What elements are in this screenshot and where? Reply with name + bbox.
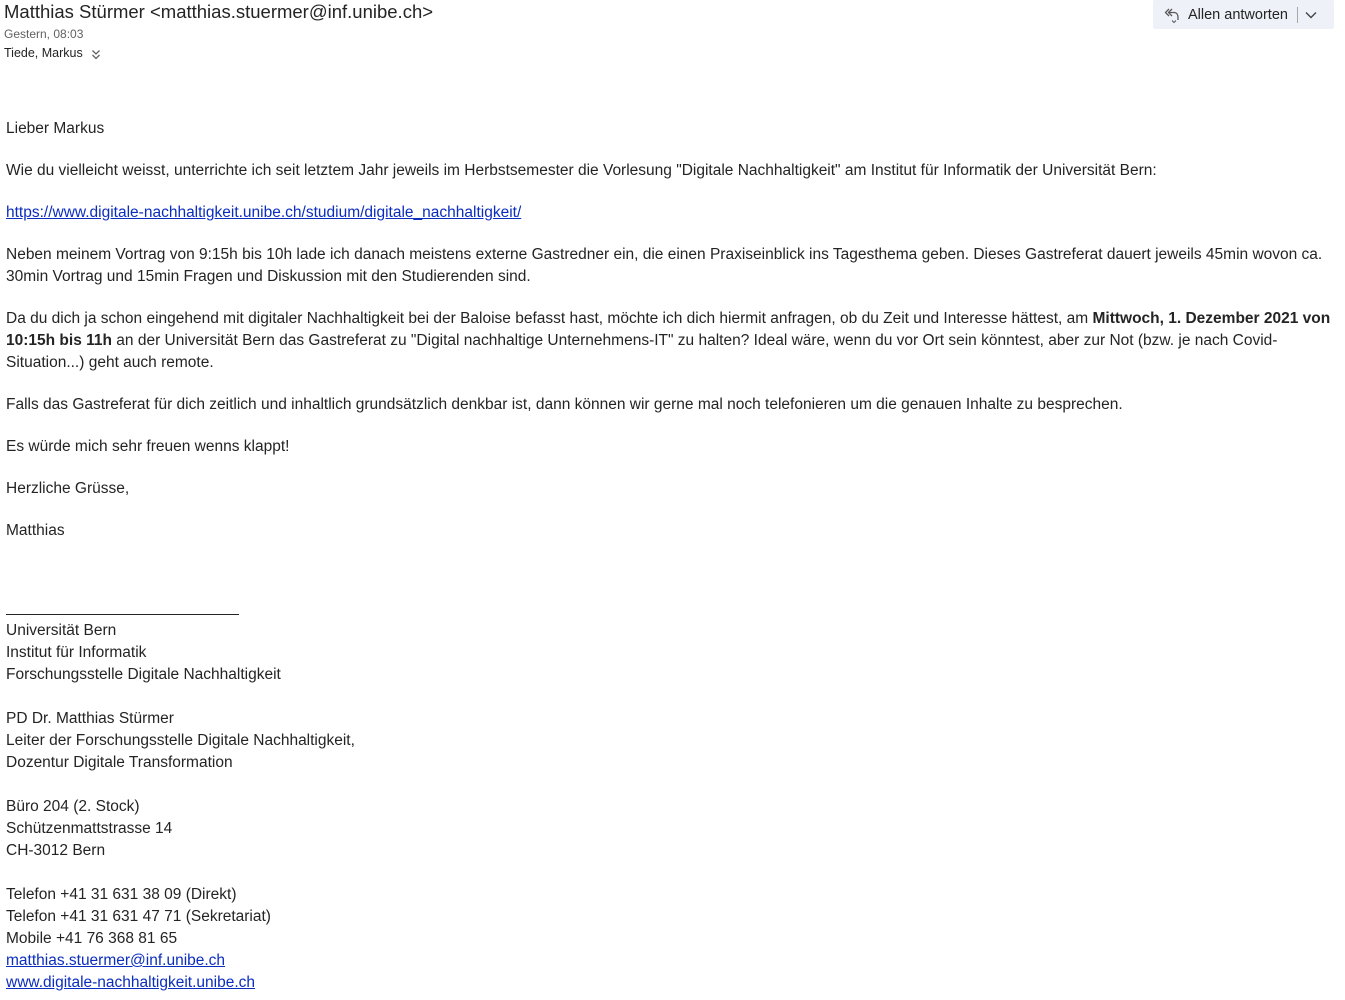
- signature-line: Telefon +41 31 631 47 71 (Sekretariat): [6, 908, 271, 925]
- signature-line: Dozentur Digitale Transformation: [6, 754, 233, 771]
- signature-website-row: [6, 972, 1336, 994]
- signature-line: CH-3012 Bern: [6, 842, 106, 859]
- greeting: Lieber Markus: [6, 120, 105, 137]
- reply-all-label: Allen antworten: [1188, 6, 1288, 23]
- signoff-name: Matthias: [6, 522, 65, 539]
- course-link[interactable]: https://www.digitale-nachhaltigkeit.unibe.ch/studium/digitale_nachhaltigkeit/: [6, 204, 522, 221]
- signature-line: Büro 204 (2. Stock): [6, 798, 140, 815]
- sender-name[interactable]: Matthias Stürmer <matthias.stuermer@inf.unibe.ch>: [4, 1, 434, 22]
- signature-line: Schützenmattstrasse 14: [6, 820, 173, 837]
- spacer: [6, 862, 1336, 884]
- signature-line: Universität Bern: [6, 622, 117, 639]
- body-paragraph: Wie du vielleicht weisst, unterrichte ich seit letztem Jahr jeweils im Herbstsemester die Vorlesung "Digitale Nachhaltigkeit" am Institut für Informatik der Universität Bern:: [6, 162, 1157, 179]
- signature-divider: [6, 606, 239, 615]
- signature-line: Institut für Informatik: [6, 644, 147, 661]
- signature-website-link[interactable]: www.digitale-nachhaltigkeit.unibe.ch: [6, 974, 256, 991]
- signature-line: Telefon +41 31 631 38 09 (Direkt): [6, 886, 237, 903]
- signature: [6, 620, 1336, 994]
- message-date: Gestern, 08:03: [4, 27, 84, 41]
- course-link-paragraph: [6, 202, 1336, 224]
- body-paragraph: Falls das Gastreferat für dich zeitlich und inhaltlich grundsätzlich denkbar ist, dann können wir gerne mal noch telefonieren um die genauen Inhalte zu besprechen.: [6, 396, 1123, 413]
- text-span: an der Universität Bern das Gastreferat zu "Digital nachhaltige Unternehmens-IT" zu halten? Ideal wäre, wenn du vor Ort sein könntest, aber zur Not (bzw. je nach Covid-Situation...) geht auch remote.: [6, 332, 1278, 371]
- recipients-line[interactable]: [4, 46, 102, 60]
- chevron-down-icon[interactable]: [1304, 8, 1318, 22]
- spacer: [6, 686, 1336, 708]
- signature-line: Leiter der Forschungsstelle Digitale Nachhaltigkeit,: [6, 732, 355, 749]
- body-paragraph: [6, 308, 1336, 374]
- closing: Herzliche Grüsse,: [6, 480, 130, 497]
- body-paragraph: Es würde mich sehr freuen wenns klappt!: [6, 438, 290, 455]
- button-divider: [1297, 7, 1298, 23]
- spacer: [6, 774, 1336, 796]
- signature-line: PD Dr. Matthias Stürmer: [6, 710, 174, 727]
- reply-all-button[interactable]: [1153, 0, 1334, 29]
- signature-email-row: [6, 950, 1336, 972]
- body-paragraph: Neben meinem Vortrag von 9:15h bis 10h lade ich danach meistens externe Gastredner ein, die einen Praxiseinblick ins Tagesthema geben. Dieses Gastreferat dauert jeweils 45min wovon ca. 30min Vortrag und 15min Fragen und Diskussion mit den Studierenden sind.: [6, 246, 1323, 285]
- reply-all-icon: [1163, 6, 1181, 24]
- signature-line: Forschungsstelle Digitale Nachhaltigkeit: [6, 666, 281, 683]
- message-body: [6, 118, 1336, 994]
- signature-line: Mobile +41 76 368 81 65: [6, 930, 178, 947]
- text-span: Da du dich ja schon eingehend mit digitaler Nachhaltigkeit bei der Baloise befasst hast, möchte ich dich hiermit anfragen, ob du Zeit und Interesse hättest, am: [6, 310, 1093, 327]
- recipient-name[interactable]: Tiede, Markus: [4, 46, 83, 60]
- double-chevron-down-icon[interactable]: [90, 48, 102, 60]
- date-highlight: Mittwoch, 1. Dezember 2021 von 10:15h bis 11h: [6, 310, 1331, 349]
- signature-email-link[interactable]: matthias.stuermer@inf.unibe.ch: [6, 952, 226, 969]
